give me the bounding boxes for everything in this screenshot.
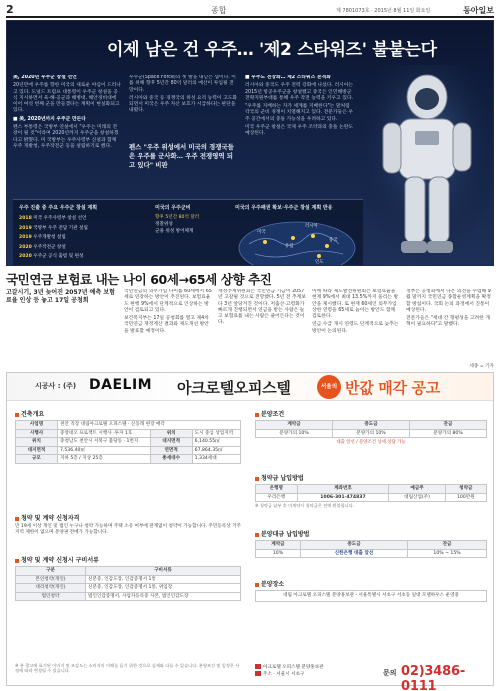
col-paragraph: 러시아와 중국도 우주 전력 강화에 나섰다. 러시아는 2015년 항공우주군을 창설했고 중국은 인민해방군 전략지원부대를 통해 우주 작전 능력을 키우고 있다. [245,83,353,101]
pension-byline: 세종 = 기자 [469,364,494,369]
phone-number[interactable]: 02)3486-0111 [401,664,466,691]
timeline-item: 2020 우주군 공식 출범 및 편성 [19,254,84,259]
col-paragraph: 전문가들은 "세대 간 형평성을 고려한 개혁이 필요하다"고 말했다. [406,316,490,328]
general-table: 사업명 천안 직장 대림아크로텔 오피스텔 · 신동래 현장 매각 시행사 중앙네오 프로젝트 시행사 ·투자 1호 위치 도시 중심 상업지역 위치 충청남도 천안시 서북구 불당동 · 1번지 대지면적 6,140.55㎡ 대지면적 7,536.40㎡ 연면적 67,864.35㎡ 규모 지하 5층 / 지상 25층 총세대수 1,334세대 [15,420,241,464]
col-paragraph: 러시아와 중국 등 경쟁국의 위성 요격 능력이 고도화되면서 미국은 우주 자산 보호가 시급하다는 판단을 내렸다. [129,95,237,114]
section-title: 청약 및 계약 신청시 구비서류 [15,555,241,564]
pension-subhead: 고갈시기, 3년 늦어진 2057년 예측 보험료율 인상 등 놓고 17일 공청회 [6,289,115,304]
bullet-square-icon [255,477,259,481]
col-paragraph: 재정추계위원회는 국민연금 기금이 2057년 고갈될 것으로 전망했다. 5년 전 추계보다 3년 앞당겨진 것이다. 저출산·고령화가 빠르게 진행되면서 연금을 받는 사람은 늘고 보험료를 내는 사람은 줄어든다는 것이다. [218,289,306,326]
space-col-3 [245,75,355,195]
col-paragraph: 펜스 부통령은 국방부 연설에서 "우주는 미래의 전장이 될 것"이라며 2020년까지 우주군을 창설하겠다고 밝혔다. 미 국방부는 우주사령부 신설과 함께 우주 개발청, 우주작전군 등을 설립하기로 했다. [13,125,119,149]
map-label: 유럽 [285,244,294,249]
ad-sale-title: 반값 매각 공고 [345,379,440,397]
col-paragraph: 정부는 공청회에서 나온 의견을 수렴해 9월 말까지 국민연금 종합운영계획을 확정할 방침이다. 국회 논의 과정에서 진통이 예상된다. [406,289,491,313]
real-estate-ad [6,372,494,691]
col-paragraph: 우주군(Space Force)의 첫 발을 내딛는 셈이다. 이를 위해 향후 5년간 80억 달러의 예산이 투입될 전망이다. [129,75,236,93]
phone-label: 문의 [383,669,397,677]
section-title: 청약금 납입방법 [255,473,487,482]
space-col-1 [13,75,121,195]
ad-location [255,579,487,602]
col-paragraph: 국민연금의 의무가입 나이를 60세에서 65세로 연장하는 방안이 추진된다. 보험료율도 현행 9%에서 단계적으로 인상하는 방안이 검토되고 있다. [124,289,212,313]
col-paragraph: 미국 우주군 창설은 국제 우주 조약과의 충돌 논란도 예상된다. [245,125,353,137]
schedule-table: 계약금 중도금 잔금 분양가의 10% 분양가의 10% 분양가의 80% [255,420,487,438]
space-infographic [13,199,363,266]
timeline-item: 2019 우주개발청 설립 [19,235,66,240]
deposit-note: ※ 청약금 납부 후 미계약시 청약금은 전액 환불합니다. [255,503,355,509]
section-title: 분양대금 납입방법 [255,529,487,538]
ad-badge: 서울의 [317,375,341,399]
bullet-square-icon [15,413,19,417]
timeline-item: 2018 미국 우주사령부 창설 선언 [19,216,87,221]
section-title: 건축개요 [15,409,241,418]
ad-footer [255,663,487,691]
issue-info: 제 7801073호 · 2015년 8월 11일 화요일 [336,8,431,14]
timeline-item: 2020 우주작전군 창설 [19,244,66,250]
newspaper-logo: 동아일보 [463,6,494,15]
budget-item: 군용 위성 방어체계 [155,229,194,234]
ad-general-info [15,409,241,464]
ad-banner [7,373,493,401]
map-label: 중국 [329,238,338,243]
bullet-square-icon [255,413,259,417]
masthead [6,4,494,18]
ad-documents [15,555,241,601]
space-headline: 이제 남은 건 우주… '제2 스타워즈' 불붙는다 [107,40,437,60]
ad-schedule [255,409,487,445]
section-title: 분양장소 [255,579,487,588]
ad-sponsor: 시공사 : (주) [35,382,77,390]
ad-deposit [255,473,487,509]
timeline-title: 우주 진출 중 주요 우주군 창설 계획 [19,205,98,211]
col-heading: ■ 우주도 전장화… 제2 스타워즈 본격화 [245,75,331,80]
ad-product: 아크로텔오피스텔 [177,379,291,397]
documents-table: 구분 구비서류 본인청약(개인) 신분증, 인감도장, 인감증명서 1통 대리청약(개인) 신분증, 인감도장, 인감증명서 1통, 위임장 법인청약 법인인감증명서, 사업자등록증 사본, 법인인감도장 [15,566,241,601]
bullet-square-icon [255,533,259,537]
col-heading: ■ 美, 2020년까지 우주군 만든다 [13,116,86,122]
marker-icon [255,671,261,676]
marker-icon [255,664,261,669]
qualification-text: 만 19세 이상 개인 및 법인 누구나 청약 가능하며 주택 소유 여부에 관계없이 청약이 가능합니다. 주민등록상 거주지역 제한이 없으며 분양권 전매가 가능합니다. [15,524,241,536]
ad-disclaimer: ※ 본 광고에 표기된 이미지 및 조감도는 소비자의 이해를 돕기 위한 것으로 실제와 다를 수 있습니다. 분양조건 및 일정은 사정에 따라 변경될 수 있습니다. [15,663,240,674]
timeline-item: 2019 국방부 우주 전담 기관 설립 [19,225,88,231]
globe-icon [235,214,359,266]
pull-quote: 펜스 "우주 위성에서 미국의 경쟁국들은 우주를 군사화… 우주 전쟁영역 되고 있다" 비판 [129,143,234,169]
bullet-square-icon [15,517,19,521]
col-paragraph: "우주를 지배하는 자가 세계를 지배한다"는 말처럼 각국의 군비 경쟁이 치열해지고 있다. 전문가들은 우주 공간에서의 충돌 가능성을 우려하고 있다. [245,104,353,122]
pension-headline: 국민연금 보험료 내는 나이 60세→65세 상향 추진 [6,272,272,287]
col-paragraph: 20년만에 우주를 향한 미국의 새로운 야심이 드러나고 있다. 도널드 트럼프 대통령이 우주군 창설을 공식 지시하면서 육·해·공군과 해병대, 해안경비대에 이어 여섯 번째 군을 만들겠다는 계획이 현실화되고 있다. [13,83,121,114]
map-label: 러시아 [305,224,318,229]
col-paragraph: 보건복지부는 17일 공청회를 열고 제4차 국민연금 재정계산 결과와 제도개선 방안을 발표할 예정이다. [124,316,209,334]
deposit-table: 은행명 계좌번호 예금주 청약금 우리은행 1006-301-474837 대림산업(주) 100만원 [255,484,487,502]
budget-list [155,214,229,235]
footer-info: 아크로텔 오피스텔 분양홍보관 주소 · 서울시 서초구 [255,664,324,678]
section-title: 청약 및 계약 신청자격 [15,513,241,522]
astronaut-illustration [361,65,491,261]
location-text: 대림 아크로텔 오피스텔 분양홍보관 · 서울특별시 서초구 서초동 일대 모델하우스 운영중 [255,590,487,602]
ad-payment [255,529,487,558]
space-story [6,20,494,266]
col-heading: 美, 2020년 우주군 창설 선언 [13,75,77,80]
pension-article [6,270,494,370]
pension-col-4 [406,289,494,363]
budget-item: 향후 5년간 80억 달러 [155,215,200,220]
col-paragraph: 연금 수급 개시 연령도 단계적으로 늦추는 방안이 논의된다. [312,322,399,334]
page-number: 2 [6,3,14,16]
pension-col-3 [312,289,400,363]
map-label: 미국 [257,230,266,235]
bullet-square-icon [255,583,259,587]
space-byline [383,265,429,266]
budget-title: 미국의 우주군비 [155,205,191,211]
space-col-2 [129,75,237,141]
timeline [19,214,145,262]
pension-col-2 [218,289,306,363]
map-label: 인도 [315,260,324,265]
section-label: 종합 [211,6,227,15]
brand-logo: DAELIM [89,377,153,393]
schedule-note: 대출 알선 / 분양조건 상세 상담 가능 [336,440,406,446]
pension-col-1 [124,289,212,363]
col-paragraph: 이에 따라 제도발전위원회는 보험료율을 현재 9%에서 최대 13.5%까지 올리는 방안을 제시했다. 또 현재 60세인 의무가입 상한 연령을 65세로 높이는 방안도 함께 검토한다. [312,289,399,320]
ad-qualification [15,513,241,536]
bullet-square-icon [15,559,19,563]
map-title: 미국의 우주패권 확보·우주군 창설 계획 반응 [235,205,333,211]
budget-item: 정찰위성 [155,222,173,227]
section-title: 분양조건 [255,409,487,418]
payment-table: 계약금 중도금 잔금 10% 신한은행 대출 알선 10% ~ 15% [255,540,487,558]
world-map-graphic [235,214,359,266]
